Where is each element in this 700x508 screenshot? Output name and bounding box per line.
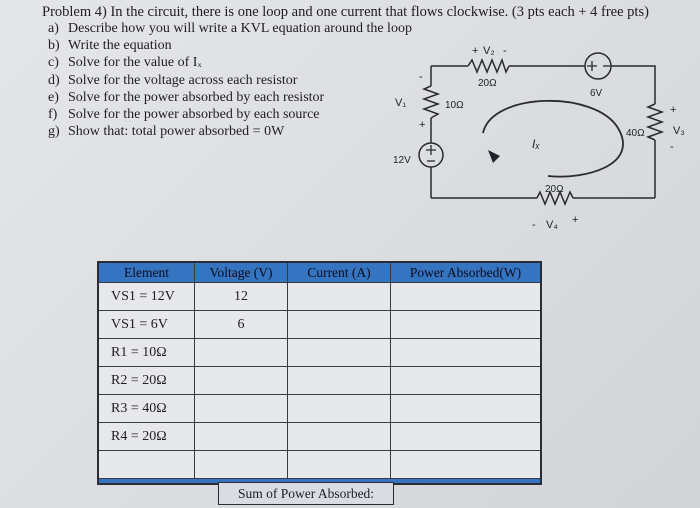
row-current[interactable]	[288, 283, 391, 311]
question-letter: b)	[48, 38, 60, 54]
row-element: VS1 = 12V	[99, 283, 195, 311]
v4-plus-sign: +	[572, 214, 579, 226]
row-voltage[interactable]: 12	[195, 283, 288, 311]
row-power[interactable]	[391, 395, 540, 423]
label-12v: 12V	[393, 155, 411, 166]
question-letter: a)	[48, 21, 59, 36]
question-letter: f)	[48, 107, 58, 123]
current-arrowhead-icon	[488, 150, 500, 163]
source-6v-plus-sign	[587, 61, 597, 71]
row-element: VS1 = 6V	[99, 311, 195, 339]
row-current[interactable]	[288, 423, 391, 451]
row-element	[99, 451, 195, 479]
question-letter: d)	[48, 72, 60, 88]
header-voltage: Voltage (V)	[195, 263, 288, 283]
question-text: Solve for the voltage across each resistor	[68, 72, 298, 88]
v2-plus-sign: +	[472, 45, 479, 57]
resistor-r1	[424, 86, 438, 118]
header-current: Current (A)	[288, 263, 391, 283]
row-current[interactable]	[288, 367, 391, 395]
label-r4: 20Ω	[545, 184, 564, 195]
label-v2: V₂	[483, 45, 495, 57]
label-r2: 20Ω	[478, 78, 497, 89]
row-voltage[interactable]: 6	[195, 311, 288, 339]
v4-minus-sign: -	[532, 219, 536, 231]
question-letter: g)	[48, 124, 60, 140]
row-power[interactable]	[391, 339, 540, 367]
question-text: Solve for the value of Iₓ	[68, 55, 202, 71]
label-v3: V₃	[673, 125, 685, 137]
v1-minus-sign: -	[419, 71, 423, 83]
row-voltage[interactable]	[195, 451, 288, 479]
question-text: Write the equation	[68, 38, 172, 54]
row-current[interactable]	[288, 451, 391, 479]
resistor-r3	[648, 104, 662, 140]
question-text: Solve for the power absorbed by each resistor	[68, 89, 325, 105]
v2-minus-sign: -	[503, 45, 507, 57]
question-text: Describe how you will write a KVL equation around the loop	[68, 21, 412, 36]
v3-plus-sign: +	[670, 104, 677, 116]
header-element: Element	[99, 263, 195, 283]
question-letter: c)	[48, 55, 59, 71]
row-power[interactable]	[391, 283, 540, 311]
label-6v: 6V	[590, 88, 603, 99]
row-power[interactable]	[391, 367, 540, 395]
row-voltage[interactable]	[195, 423, 288, 451]
question-text: Solve for the power absorbed by each source	[68, 107, 320, 123]
row-current[interactable]	[288, 395, 391, 423]
row-voltage[interactable]	[195, 339, 288, 367]
current-loop-arrow	[483, 101, 623, 177]
row-element: R1 = 10Ω	[99, 339, 195, 367]
label-current: Iₓ	[532, 137, 540, 151]
v3-minus-sign: -	[670, 141, 674, 153]
header-power: Power Absorbed(W)	[391, 263, 540, 283]
question-text: Show that: total power absorbed = 0W	[68, 124, 285, 140]
wire-top-right	[611, 66, 655, 104]
row-power[interactable]	[391, 311, 540, 339]
row-voltage[interactable]	[195, 395, 288, 423]
row-power[interactable]	[391, 423, 540, 451]
problem-title: Problem 4) In the circuit, there is one loop and one current that flows clockwise. (3 pts each + 4 free pts)	[42, 4, 649, 20]
row-current[interactable]	[288, 311, 391, 339]
row-current[interactable]	[288, 339, 391, 367]
row-voltage[interactable]	[195, 367, 288, 395]
power-table	[97, 261, 542, 501]
row-power[interactable]	[391, 451, 540, 479]
label-v4: V₄	[546, 219, 558, 231]
row-element: R3 = 40Ω	[99, 395, 195, 423]
row-element: R2 = 20Ω	[99, 367, 195, 395]
label-r3: 40Ω	[626, 128, 645, 139]
resistor-r2	[468, 60, 509, 72]
label-v1: V₁	[395, 97, 407, 109]
label-r1: 10Ω	[445, 100, 464, 111]
v1-plus-sign: +	[419, 119, 426, 131]
source-12v-plus-sign	[426, 145, 436, 155]
row-element: R4 = 20Ω	[99, 423, 195, 451]
sum-of-power-label: Sum of Power Absorbed:	[218, 482, 394, 505]
sum-row	[99, 479, 540, 501]
question-letter: e)	[48, 89, 59, 105]
